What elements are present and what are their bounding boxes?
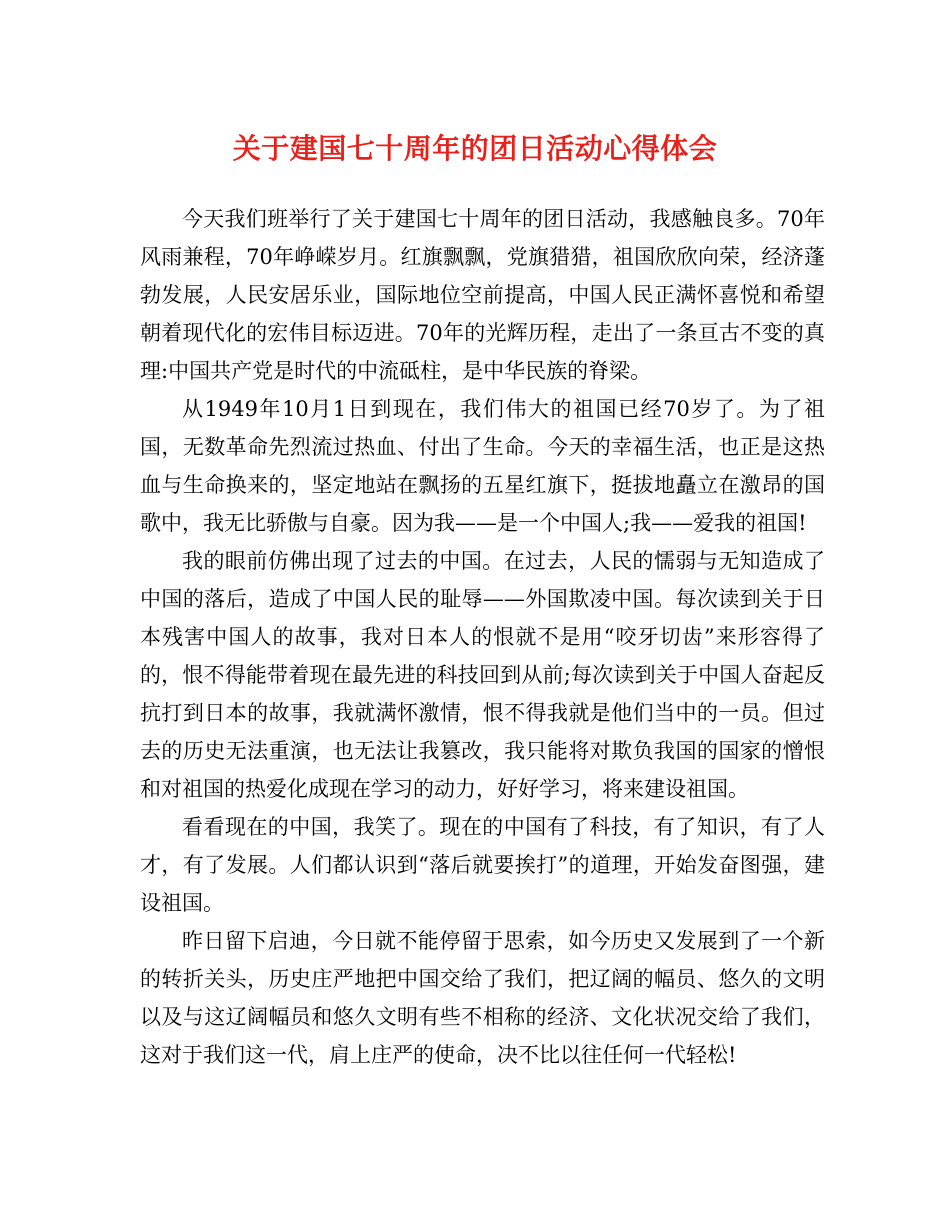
paragraph-3: 我的眼前仿佛出现了过去的中国。在过去，人民的懦弱与无知造成了中国的落后，造成了中国人民的耻辱——外国欺凌中国。每次读到关于日本残害中国人的故事，我对日本人的恨就不是用“咬牙切齿”来形容得了的，恨不得能带着现在最先进的科技回到从前;每次读到关于中国人奋起反抗打到日本的故事，我就满怀激情，恨不得我就是他们当中的一员。但过去的历史无法重演，也无法让我篡改，我只能将对欺负我国的国家的憎恨和对祖国的热爱化成现在学习的动力，好好学习，将来建设祖国。 [140,549,825,801]
paragraph-4: 看看现在的中国，我笑了。现在的中国有了科技，有了知识，有了人才，有了发展。人们都认识到“落后就要挨打”的道理，开始发奋图强，建设祖国。 [140,815,825,915]
paragraph-1: 今天我们班举行了关于建国七十周年的团日活动，我感触良多。70年风雨兼程，70年峥嵘岁月。红旗飘飘，党旗猎猎，祖国欣欣向荣，经济蓬勃发展，人民安居乐业，国际地位空前提高，中国人民正满怀喜悦和希望朝着现代化的宏伟目标迈进。70年的光辉历程，走出了一条亘古不变的真理:中国共产党是时代的中流砥柱，是中华民族的脊梁。 [140,207,825,383]
paragraph-5: 昨日留下启迪，今日就不能停留于思索，如今历史又发展到了一个新的转折关头，历史庄严地把中国交给了我们，把辽阔的幅员、悠久的文明以及与这辽阔幅员和悠久文明有些不相称的经济、文化状况交给了我们，这对于我们这一代，肩上庄严的使命，决不比以往任何一代轻松! [140,929,825,1067]
paragraph-2: 从1949年10月1日到现在，我们伟大的祖国已经70岁了。为了祖国，无数革命先烈流过热血、付出了生命。今天的幸福生活，也正是这热血与生命换来的，坚定地站在飘扬的五星红旗下，挺拔地矗立在激昂的国歌中，我无比骄傲与自豪。因为我——是一个中国人;我——爱我的祖国! [140,397,825,535]
document-title: 关于建国七十周年的团日活动心得体会 [232,132,718,165]
document-body [140,200,825,1074]
